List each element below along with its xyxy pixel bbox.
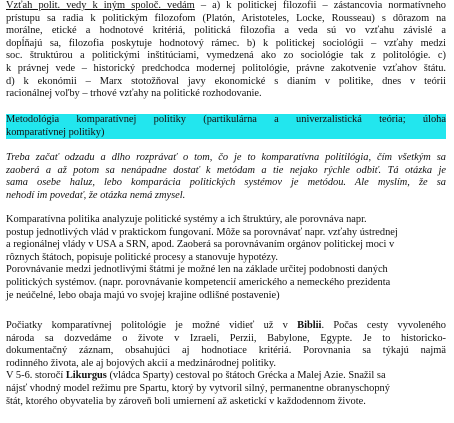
text-line: štát, ktorého obyvatelia by zároveň boli umiernení až asketickí v každodennom živote. (6, 395, 366, 407)
text-line: prístupu sa radia k politickým filozofom (Platón, Aristoteles, Locke, Rousseau) s dôrazom na (6, 12, 446, 24)
text-line: postup jednotlivých vlád v praktickom fungovaní. Môže sa porovnávať napr. vzťahy ústrednej (6, 226, 398, 238)
text-line: Treba začať odzadu a dlho rozprávať o tom, čo je to komparatívna politilógia, čím všetkým sa (6, 152, 446, 163)
text-line: rôznych štátoch, popisuje politické procesy a stanovuje hypotézy. (6, 251, 279, 263)
text-line: Vzťah polit. vedy k iným spoloč. vedám – a) k politickej filozofii – zástancovia normatívneho (6, 0, 446, 11)
text-line: národa sa dozvedáme o živote v Izraeli, Perzii, Babylone, Egypte. Je to historicko- (6, 332, 446, 344)
text-line: a regionálnej vlády v USA a SRN, apod. Zaoberá sa porovnávaním orgánov politickej moci v (6, 239, 395, 251)
heading-line: Metodológia komparatívnej politiky (partikulárna a univerzalistická teória; úloha (6, 114, 446, 125)
text-line: morálne, etické a hodnotové kritériá, politická filozofia a veda sú vo vzťahu závislé a (6, 25, 446, 37)
paragraph-history (6, 320, 446, 408)
bold-term: Likurgus (65, 370, 107, 382)
text-line: je neúčelné, lebo obaja majú vo svojej krajine odlišné postavenie) (6, 289, 280, 301)
text-line: k právnej vede – historický predchodca modernej politológie, právne zakotvenie vzťahov štátu. (6, 62, 446, 74)
text-line: nájsť vhodný model režimu pre Spartu, ktorý by vytvoril silný, permanentne obranyschopný (6, 382, 390, 394)
paragraph-comparative-politics (6, 214, 446, 302)
text-line: sama osebe haluz, lebo komparácia politických systémov je metódou. Ale myslím, že sa (6, 177, 446, 189)
text-line: Porovnávanie medzi jednotlivými štátmi je možné len na základe určitej podobnosti daných (6, 264, 388, 276)
text-line: d) k ekonómii – Marx stotožňoval javy ekonomické s dianím v politike, dnes v teórii (6, 75, 446, 87)
text-line: Komparatívna politika analyzuje politické systémy a ich štruktúry, ale porovnáva napr. (6, 214, 367, 225)
text-line: dokumentačný záznam, obsahujúci aj hodnotiace kritériá. Porovnania sa týkajú najmä (6, 345, 446, 357)
bold-term: Biblii (297, 320, 322, 331)
text-line: rodinného života, ale aj bojových akcií a medzinárodnej politiky. (6, 357, 276, 369)
paragraph-related-sciences (6, 0, 446, 101)
heading-line: komparatívnej politiky) (6, 126, 105, 138)
text-line: Počiatky komparatívnej politológie je možné vidieť už v Biblii. Počas cesty vyvoleného (6, 320, 446, 331)
text-line: dopĺňajú sa, filozofia poskytuje hodnotový rámec. b) k politickej sociológii – vzťahy medzi (6, 37, 446, 49)
paragraph-note (6, 152, 446, 202)
text-line: V 5-6. storočí Likurgus (vládca Sparty) cestoval po štátoch Grécka a Malej Azie. Snažil sa (6, 370, 386, 382)
text-line: soc. štruktúrou a politickými inštitúciami, vymedzená ako zo sociológie tak z politológie. c) (6, 50, 446, 62)
text-line: politických systémov. (napr. porovnávanie kompetencií amerického a nemeckého prezidenta (6, 276, 391, 288)
highlighted-heading (6, 114, 446, 139)
section-lead: Vzťah polit. vedy k iným spoloč. vedám (6, 0, 195, 11)
text-line: zaoberá a až potom sa nenápadne dostať k metódam a tie nejako rýchle odbiť. Tá otázka je (6, 164, 446, 176)
text-line: nehodí im povedať, že otázka nemá zmysel. (6, 189, 186, 201)
text-line: racionálnej voľby – trhové vzťahy na politické rozhodovanie. (6, 88, 262, 100)
